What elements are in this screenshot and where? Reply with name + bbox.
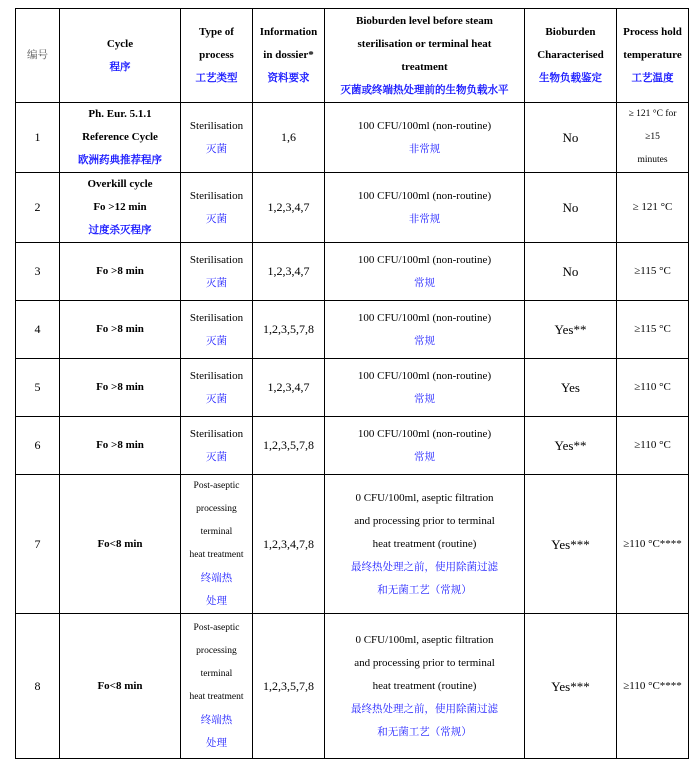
temperature-value: ≥ 121 °C for	[628, 109, 677, 119]
cycle-name: Fo<8 min	[97, 679, 143, 692]
information-codes: 1,2,3,5,7,8	[263, 438, 314, 452]
cycle-name: Fo >12 min	[93, 201, 147, 213]
bioburden-level-cell	[325, 243, 525, 301]
characterised-cell	[525, 301, 617, 359]
row-number: 3	[34, 264, 41, 278]
row-number-cell	[16, 475, 60, 614]
header-no: 编号	[16, 9, 60, 103]
table-row	[16, 417, 689, 475]
bioburden-level-zh: 和无菌工艺（常规）	[377, 725, 472, 738]
bioburden-level-zh: 常规	[414, 450, 435, 463]
characterised-value: No	[562, 200, 579, 215]
row-number-cell	[16, 301, 60, 359]
process-type: Sterilisation	[189, 119, 244, 132]
temperature-cell	[617, 475, 689, 614]
process-type-zh: 处理	[206, 737, 227, 749]
bioburden-level: heat treatment (routine)	[372, 679, 477, 692]
process-type: terminal	[200, 669, 233, 679]
temperature-value: ≥110 °C	[634, 439, 671, 451]
table-row	[16, 243, 689, 301]
bioburden-level-cell	[325, 475, 525, 614]
bioburden-level-zh: 非常规	[408, 142, 441, 155]
process-type: Sterilisation	[189, 189, 244, 202]
bioburden-level-zh: 常规	[414, 392, 435, 405]
table-row	[16, 359, 689, 417]
row-number-cell	[16, 173, 60, 243]
characterised-cell	[525, 359, 617, 417]
characterised-value: No	[562, 130, 579, 145]
temperature-cell	[617, 359, 689, 417]
bioburden-level: and processing prior to terminal	[354, 514, 495, 527]
temperature-cell	[617, 614, 689, 759]
process-type-zh: 灭菌	[206, 392, 227, 405]
process-type-cell	[181, 173, 253, 243]
bioburden-level-zh: 最终热处理之前，使用除菌过滤	[351, 560, 498, 573]
header-process-temperature: Process hold temperature 工艺温度	[617, 9, 689, 103]
temperature-cell	[617, 103, 689, 173]
row-number: 2	[34, 200, 41, 214]
process-type-zh: 终端热	[200, 714, 233, 726]
bioburden-level-zh: 常规	[414, 334, 435, 347]
cycle-name: Fo<8 min	[97, 537, 143, 550]
cycle-cell	[60, 173, 181, 243]
temperature-value: ≥115 °C	[634, 323, 671, 335]
bioburden-level-cell	[325, 301, 525, 359]
row-number: 6	[34, 438, 41, 452]
row-number: 8	[34, 678, 41, 693]
cycle-name-zh: 欧洲药典推荐程序	[78, 154, 162, 166]
table-row	[16, 614, 689, 759]
temperature-cell	[617, 301, 689, 359]
characterised-cell	[525, 417, 617, 475]
table-row	[16, 173, 689, 243]
row-number: 4	[34, 322, 41, 336]
cycle-table-wrapper	[15, 8, 689, 759]
characterised-value: Yes**	[554, 322, 587, 337]
characterised-value: Yes	[561, 380, 580, 395]
header-type: Type of process 工艺类型	[181, 9, 253, 103]
row-number-cell	[16, 417, 60, 475]
information-codes: 1,6	[281, 130, 296, 144]
cycle-name: Fo >8 min	[96, 381, 144, 393]
process-type: Sterilisation	[189, 311, 244, 324]
characterised-value: Yes***	[551, 678, 590, 694]
bioburden-level-zh: 最终热处理之前，使用除菌过滤	[351, 702, 498, 715]
process-type-cell	[181, 243, 253, 301]
process-type-cell	[181, 475, 253, 614]
characterised-cell	[525, 475, 617, 614]
temperature-cell	[617, 173, 689, 243]
temperature-value: ≥115 °C	[634, 265, 671, 277]
information-codes: 1,2,3,5,7,8	[263, 678, 314, 693]
table-body	[16, 103, 689, 759]
information-cell	[253, 103, 325, 173]
process-type-zh: 灭菌	[206, 276, 227, 289]
bioburden-level: 100 CFU/100ml (non-routine)	[357, 369, 492, 382]
cycle-cell	[60, 614, 181, 759]
process-type: Sterilisation	[189, 427, 244, 440]
cycle-name-zh: 过度杀灭程序	[88, 224, 152, 236]
characterised-value: Yes**	[554, 438, 587, 453]
process-type-cell	[181, 301, 253, 359]
characterised-cell	[525, 173, 617, 243]
information-codes: 1,2,3,4,7	[267, 380, 310, 394]
characterised-value: Yes***	[551, 536, 590, 552]
process-type-zh: 灭菌	[206, 450, 227, 463]
bioburden-level: and processing prior to terminal	[354, 656, 495, 669]
table-row	[16, 475, 689, 614]
bioburden-level: heat treatment (routine)	[372, 537, 477, 550]
bioburden-level: 100 CFU/100ml (non-routine)	[357, 189, 492, 202]
bioburden-level: 100 CFU/100ml (non-routine)	[357, 119, 492, 132]
process-type-zh: 处理	[206, 595, 227, 607]
temperature-value: ≥110 °C****	[623, 537, 682, 550]
process-type-cell	[181, 103, 253, 173]
bioburden-level-cell	[325, 614, 525, 759]
bioburden-level-zh: 非常规	[408, 212, 441, 225]
table-row	[16, 301, 689, 359]
temperature-cell	[617, 243, 689, 301]
cycle-cell	[60, 359, 181, 417]
information-codes: 1,2,3,4,7,8	[263, 536, 314, 551]
information-cell	[253, 614, 325, 759]
characterised-cell	[525, 614, 617, 759]
process-type: Post-aseptic	[193, 623, 240, 633]
bioburden-level: 100 CFU/100ml (non-routine)	[357, 427, 492, 440]
process-type-cell	[181, 417, 253, 475]
cycle-cell	[60, 103, 181, 173]
process-type: Sterilisation	[189, 253, 244, 266]
bioburden-level-cell	[325, 417, 525, 475]
row-number-cell	[16, 359, 60, 417]
characterised-value: No	[562, 264, 579, 279]
cycle-cell	[60, 301, 181, 359]
process-type: Post-aseptic	[193, 481, 240, 491]
row-number: 7	[34, 536, 41, 551]
process-type-zh: 终端热	[200, 572, 233, 584]
header-information: Information in dossier* 资料要求	[253, 9, 325, 103]
header-bioburden-level: Bioburden level before steam sterilisation or terminal heat treatment 灭菌或终端热处理前的生物负载水平	[325, 9, 525, 103]
temperature-value: ≥15	[645, 132, 660, 142]
bioburden-level: 100 CFU/100ml (non-routine)	[357, 311, 492, 324]
header-cycle: Cycle 程序	[60, 9, 181, 103]
table-row	[16, 103, 689, 173]
process-type-zh: 灭菌	[206, 142, 227, 155]
process-type: processing	[196, 504, 237, 514]
temperature-value: minutes	[637, 155, 668, 165]
bioburden-level-zh: 常规	[414, 276, 435, 289]
characterised-cell	[525, 243, 617, 301]
information-cell	[253, 173, 325, 243]
information-cell	[253, 243, 325, 301]
process-type: heat treatment	[189, 692, 244, 702]
bioburden-level: 0 CFU/100ml, aseptic filtration	[355, 491, 494, 504]
row-number: 1	[34, 130, 41, 144]
process-type: processing	[196, 646, 237, 656]
row-number-cell	[16, 103, 60, 173]
cycle-name: Fo >8 min	[96, 439, 144, 451]
table-header-row	[16, 9, 689, 103]
process-type-cell	[181, 614, 253, 759]
bioburden-level-zh: 和无菌工艺（常规）	[377, 583, 472, 596]
header-bioburden-characterised: Bioburden Characterised 生物负载鉴定	[525, 9, 617, 103]
cycle-cell	[60, 417, 181, 475]
process-type-zh: 灭菌	[206, 334, 227, 347]
cycle-cell	[60, 243, 181, 301]
cycle-name: Ph. Eur. 5.1.1	[88, 108, 152, 120]
cycle-name: Overkill cycle	[87, 178, 153, 190]
row-number-cell	[16, 614, 60, 759]
information-cell	[253, 301, 325, 359]
cycle-name: Fo >8 min	[96, 265, 144, 277]
process-type: heat treatment	[189, 550, 244, 560]
bioburden-level-cell	[325, 173, 525, 243]
bioburden-level: 100 CFU/100ml (non-routine)	[357, 253, 492, 266]
information-codes: 1,2,3,4,7	[267, 200, 310, 214]
process-type-cell	[181, 359, 253, 417]
information-cell	[253, 475, 325, 614]
bioburden-level-cell	[325, 103, 525, 173]
temperature-value: ≥ 121 °C	[632, 201, 673, 213]
information-codes: 1,2,3,4,7	[267, 264, 310, 278]
bioburden-level: 0 CFU/100ml, aseptic filtration	[355, 633, 494, 646]
bioburden-level-cell	[325, 359, 525, 417]
information-cell	[253, 359, 325, 417]
characterised-cell	[525, 103, 617, 173]
cycle-cell	[60, 475, 181, 614]
row-number-cell	[16, 243, 60, 301]
sterilisation-cycle-table	[15, 8, 689, 759]
information-cell	[253, 417, 325, 475]
temperature-value: ≥110 °C	[634, 381, 671, 393]
row-number: 5	[34, 380, 41, 394]
cycle-name: Reference Cycle	[82, 131, 158, 143]
process-type-zh: 灭菌	[206, 212, 227, 225]
process-type: terminal	[200, 527, 233, 537]
information-codes: 1,2,3,5,7,8	[263, 322, 314, 336]
temperature-value: ≥110 °C****	[623, 679, 682, 692]
process-type: Sterilisation	[189, 369, 244, 382]
cycle-name: Fo >8 min	[96, 323, 144, 335]
temperature-cell	[617, 417, 689, 475]
